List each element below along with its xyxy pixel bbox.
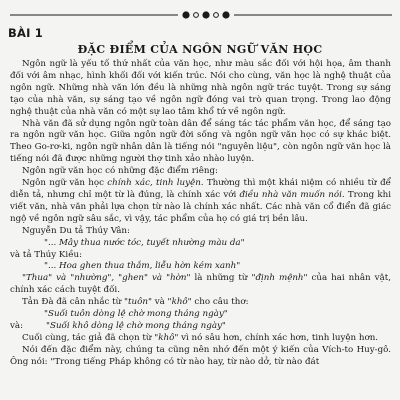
paragraph-4 <box>10 178 391 226</box>
text-run: là những từ " <box>190 273 256 284</box>
paragraph-3: Ngôn ngữ văn học có những đặc điểm riêng: <box>22 166 218 177</box>
emphasis-text: chính xác, tinh luyện <box>107 178 201 189</box>
emphasis-text: "Thua" và "nhường", "ghen" và "hờn" <box>22 273 191 284</box>
text-run: . Trong khi viết văn, nhà văn phải lựa chọn từ nào là chính xác nhất. Các nhà văn cổ điển đã giác ngộ về ngôn ngữ sâu sắc, vì vậy, tác phẩm của họ có giá trị bền lâu. <box>10 189 391 224</box>
quote-2: "... Hoa ghen thua thắm, liễu hờn kém xanh" <box>44 261 241 272</box>
text-run: Ngôn ngữ văn học <box>22 178 108 189</box>
text-run: " cho câu thơ: <box>187 297 249 308</box>
paragraph-7 <box>10 273 391 297</box>
text-run: " của hai nhân vật, chính xác cách tuyệt đối. <box>10 273 391 296</box>
emphasis-text: tuôn <box>128 297 148 308</box>
text-run: Tản Đà đã cân nhắc từ " <box>22 297 129 308</box>
va-label: và: <box>10 320 24 331</box>
text-run: " và " <box>147 297 172 308</box>
text-run: . Thường thì một khái niệm có nhiều từ để diễn tả, nhưng chỉ một từ là đúng, là chính xác với <box>10 178 391 200</box>
emphasis-text: điều nhà văn muốn nói <box>239 189 342 200</box>
paragraph-va <box>10 321 391 333</box>
emphasis-text: định mệnh <box>255 273 304 284</box>
quote-3: "Suối tuôn dòng lệ chờ mong tháng ngày" <box>44 309 228 320</box>
lesson-title: ĐẶC ĐIỂM CỦA NGÔN NGỮ VĂN HỌC <box>77 43 323 56</box>
quote-4: "Suối khô dòng lệ chờ mong tháng ngày" <box>46 320 226 331</box>
quote-1: "... Mây thua nước tóc, tuyết nhường màu da" <box>44 237 245 248</box>
paragraph-9 <box>10 333 391 345</box>
paragraph-8 <box>10 297 391 309</box>
lesson-number: BÀI 1 <box>8 26 43 40</box>
header-ornament <box>10 8 392 22</box>
article-body <box>10 59 391 369</box>
paragraph-1: Ngôn ngữ là yếu tố thứ nhất của văn học, như màu sắc đối với hội họa, âm thanh đối với âm nhạc, hình khối đối với kiến trúc. Nói cho cùng, văn học là nghệ thuật của ngôn ngữ. Những nhà văn lớn đều là những nhà ngôn ngữ trác tuyệt. Trong sự sáng tạo của nhà văn, sự sáng tạo về ngôn ngữ đóng vai trò quan trọng. Trong lao động nghệ thuật của nhà văn có một sự lao tâm khổ tứ về ngôn ngữ. <box>10 59 391 117</box>
paragraph-10: Nói đến đặc điểm này, chúng ta cũng nên nhớ đến một ý kiến của Vích-to Huy-gô. Ông nói: "Trong tiếng Pháp không có từ nào hay, từ nào dở, từ nào đát <box>10 344 391 367</box>
paragraph-6: và tả Thúy Kiều: <box>10 249 83 260</box>
text-run: " vì nó sâu hơn, chính xác hơn, tinh luyện hơn. <box>174 332 379 343</box>
emphasis-text: khô <box>158 332 175 343</box>
paragraph-5: Nguyễn Du tả Thúy Vân: <box>22 225 130 236</box>
emphasis-text: khô <box>171 297 188 308</box>
text-run: Cuối cùng, tác giả đã chọn từ " <box>22 332 159 343</box>
paragraph-2: Nhà văn đã sử dụng ngôn ngữ toàn dân để sáng tác tác phẩm văn học, để sáng tạo ra ngôn ngữ văn học. Giữa ngôn ngữ đời sống và ngôn ngữ văn học có sự khác biệt. Theo Go-rơ-ki, ngôn ngữ nhân dân là tiếng nói "nguyên liệu", còn ngôn ngữ văn học là tiếng nói đã được những người thợ tinh xảo nhào luyện. <box>10 118 391 165</box>
